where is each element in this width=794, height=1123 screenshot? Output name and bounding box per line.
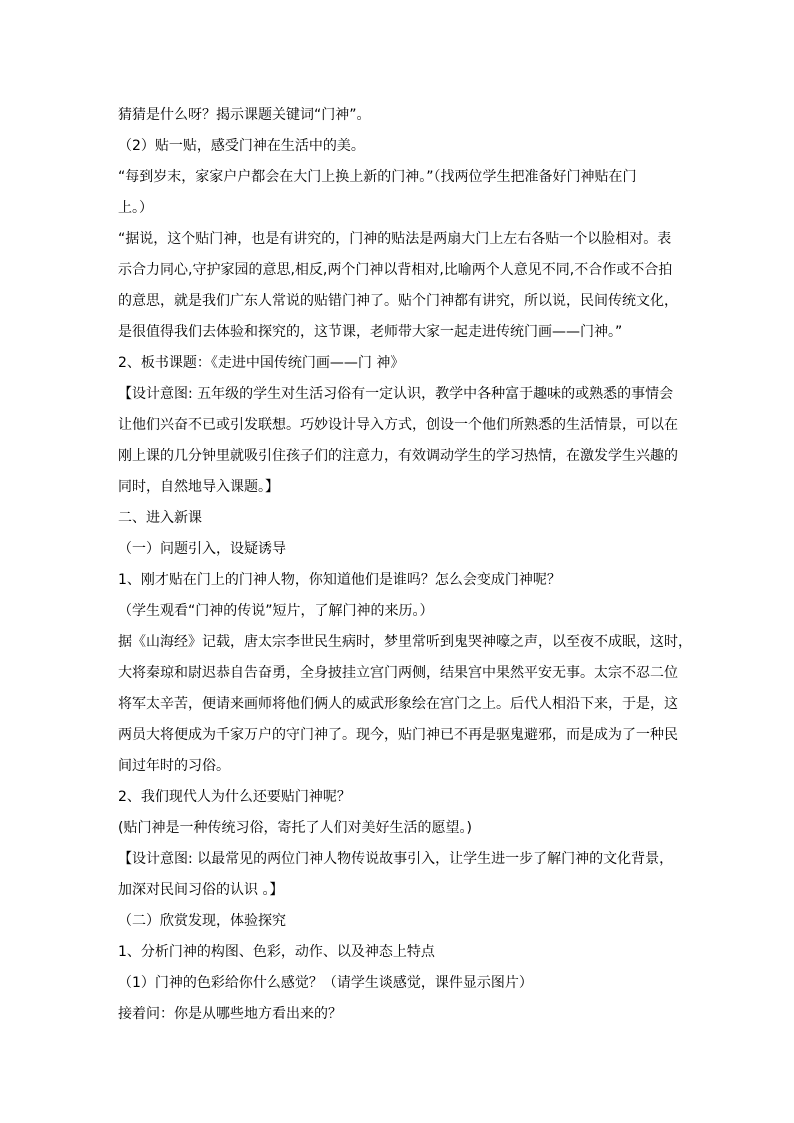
text-line: 加深对民间习俗的认识 。】 [118, 882, 284, 898]
text-line: 【设计意图: 以最常见的两位门神人物传说故事引入，让学生进一步了解门神的文化背景， [118, 851, 674, 867]
text-line: 间过年时的习俗。 [118, 758, 230, 774]
text-line: （二）欣赏发现，体验探究 [118, 913, 286, 929]
text-line: （2）贴一贴，感受门神在生活中的美。 [118, 138, 365, 154]
text-line: 2、我们现代人为什么还要贴门神呢？ [118, 789, 351, 805]
text-line: （一）问题引入，设疑诱导 [118, 541, 286, 557]
text-line: 同时，自然地导入课题。】 [118, 479, 279, 495]
text-line: 刚上课的几分钟里就吸引住孩子们的注意力，有效调动学生的学习热情，在激发学生兴趣的 [118, 448, 678, 464]
text-line: 猜猜是什么呀？揭示课题关键词“门神”。 [118, 107, 371, 123]
text-line: 的意思，就是我们广东人常说的贴错门神了。贴个门神都有讲究，所以说，民间传统文化， [118, 293, 678, 309]
text-line: 二、进入新课 [118, 510, 202, 526]
text-line: 两员大将便成为千家万户的守门神了。现今，贴门神已不再是驱鬼避邪，而是成为了一种民 [118, 727, 678, 743]
text-line: 示合力同心,守护家园的意思,相反,两个门神以背相对,比喻两个人意见不同,不合作或不合拍 [118, 262, 673, 278]
text-line: 上。） [118, 200, 153, 216]
document-body [118, 100, 692, 1030]
text-line: （1）门神的色彩给你什么感觉？（请学生谈感觉，课件显示图片） [118, 975, 533, 991]
text-line: 1、分析门神的构图、色彩，动作、以及神态上特点 [118, 944, 435, 960]
text-line: “每到岁末，家家户户都会在大门上换上新的门神。”（找两位学生把准备好门神贴在门 [118, 169, 637, 185]
text-line: 据《山海经》记载，唐太宗李世民生病时，梦里常听到鬼哭神嚎之声，以至夜不成眠，这时， [118, 634, 692, 650]
text-line: 1、刚才贴在门上的门神人物，你知道他们是谁吗？怎么会变成门神呢？ [118, 572, 561, 588]
text-line: (贴门神是一种传统习俗，寄托了人们对美好生活的愿望。) [118, 820, 472, 836]
text-line: 【设计意图: 五年级的学生对生活习俗有一定认识，教学中各种富于趣味的或熟悉的事情会 [118, 386, 674, 402]
text-line: “据说，这个贴门神，也是有讲究的，门神的贴法是两扇大门上左右各贴一个以脸相对。表 [118, 231, 672, 247]
text-line: 让他们兴奋不已或引发联想。巧妙设计导入方式，创设一个他们所熟悉的生活情景，可以在 [118, 417, 678, 433]
text-line: 将军太辛苦，便请来画师将他们俩人的威武形象绘在宫门之上。后代人相沿下来，于是，这 [118, 696, 678, 712]
text-line: 大将秦琼和尉迟恭自告奋勇，全身披挂立宫门两侧，结果宫中果然平安无事。太宗不忍二位 [118, 665, 678, 681]
text-line: （学生观看“门神的传说”短片，了解门神的来历。） [118, 603, 434, 619]
text-line: 是很值得我们去体验和探究的，这节课，老师带大家一起走进传统门画——门神。” [118, 324, 623, 340]
text-line: 接着问：你是从哪些地方看出来的？ [118, 1006, 342, 1022]
text-line: 2、板书课题：《走进中国传统门画——门 神》 [118, 355, 405, 371]
